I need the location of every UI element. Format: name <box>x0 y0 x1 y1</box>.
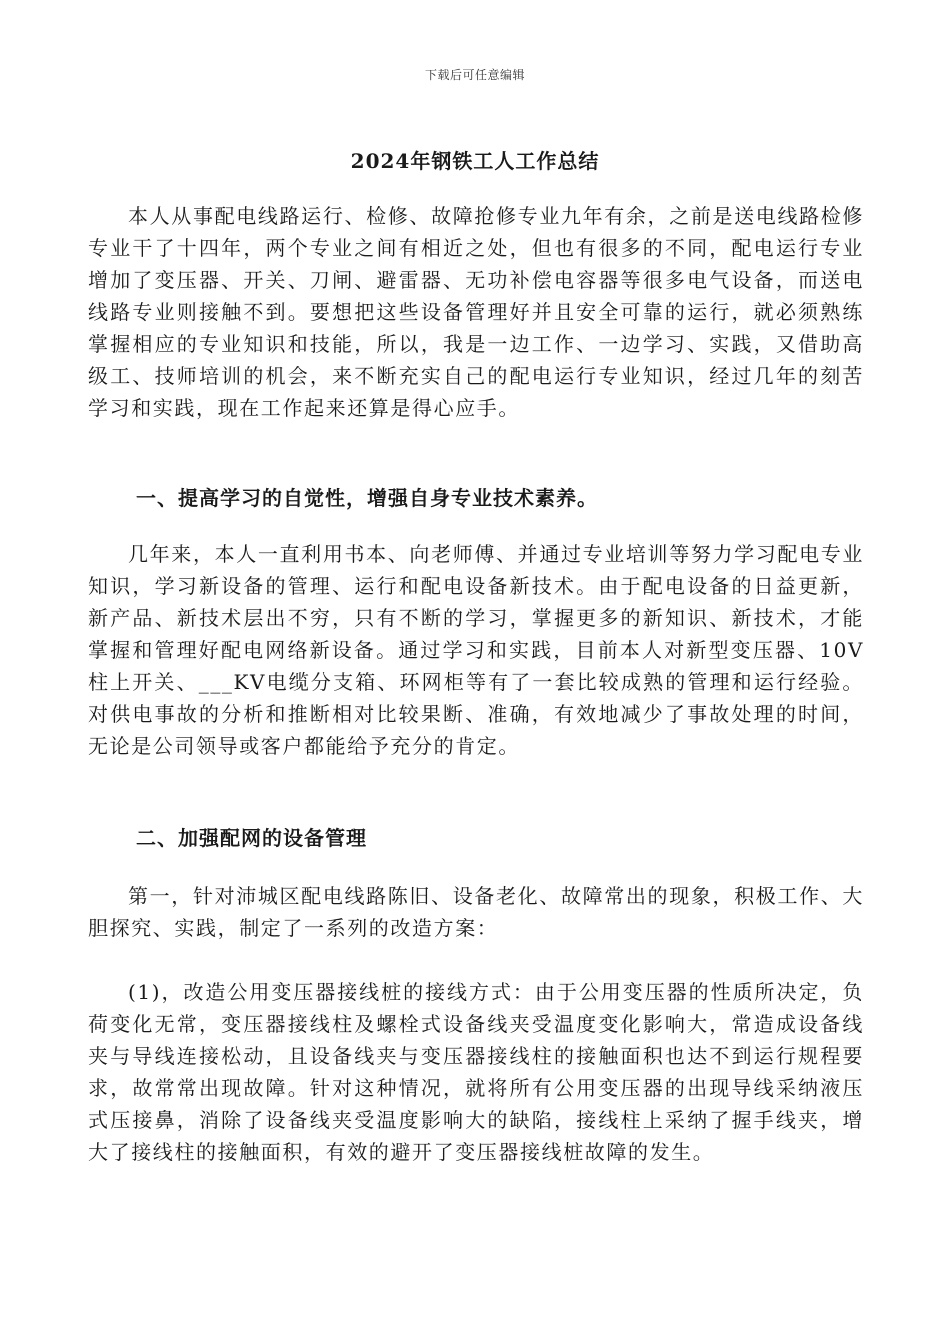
section-1-paragraph: 几年来，本人一直利用书本、向老师傅、并通过专业培训等努力学习配电专业知识，学习新设备的管理、运行和配电设备新技术。由于配电设备的日益更新，新产品、新技术层出不穷，只有不断的学习，掌握更多的新知识、新技术，才能掌握和管理好配电网络新设备。通过学习和实践，目前本人对新型变压器、10V柱上开关、___KV电缆分支箱、环网柜等有了一套比较成熟的管理和运行经验。对供电事故的分析和推断相对比较果断、准确，有效地减少了事故处理的时间，无论是公司领导或客户都能给予充分的肯定。 <box>88 542 864 758</box>
section-2-heading: 二、加强配网的设备管理 <box>136 826 367 850</box>
intro-paragraph: 本人从事配电线路运行、检修、故障抢修专业九年有余，之前是送电线路检修专业干了十四年，两个专业之间有相近之处，但也有很多的不同，配电运行专业增加了变压器、开关、刀闸、避雷器、无功补偿电容器等很多电气设备，而送电线路专业则接触不到。要想把这些设备管理好并且安全可靠的运行，就必须熟练掌握相应的专业知识和技能，所以，我是一边工作、一边学习、实践，又借助高级工、技师培训的机会，来不断充实自己的配电运行专业知识，经过几年的刻苦学习和实践，现在工作起来还算是得心应手。 <box>88 204 864 420</box>
header-note: 下载后可任意编辑 <box>424 68 525 82</box>
section-2-paragraph-1: 第一，针对沛城区配电线路陈旧、设备老化、故障常出的现象，积极工作、大胆探究、实践，制定了一系列的改造方案： <box>88 884 864 940</box>
section-2-paragraph-2: (1)，改造公用变压器接线桩的接线方式：由于公用变压器的性质所决定，负荷变化无常，变压器接线柱及螺栓式设备线夹受温度变化影响大，常造成设备线夹与导线连接松动，且设备线夹与变压器接线柱的接触面积也达不到运行规程要求，故常常出现故障。针对这种情况，就将所有公用变压器的出现导线采纳液压式压接鼻，消除了设备线夹受温度影响大的缺陷，接线柱上采纳了握手线夹，增大了接线柱的接触面积，有效的避开了变压器接线桩故障的发生。 <box>88 980 864 1164</box>
section-1-heading: 一、提高学习的自觉性，增强自身专业技术素养。 <box>136 486 598 510</box>
document-title: 2024年钢铁工人工作总结 <box>350 149 600 173</box>
